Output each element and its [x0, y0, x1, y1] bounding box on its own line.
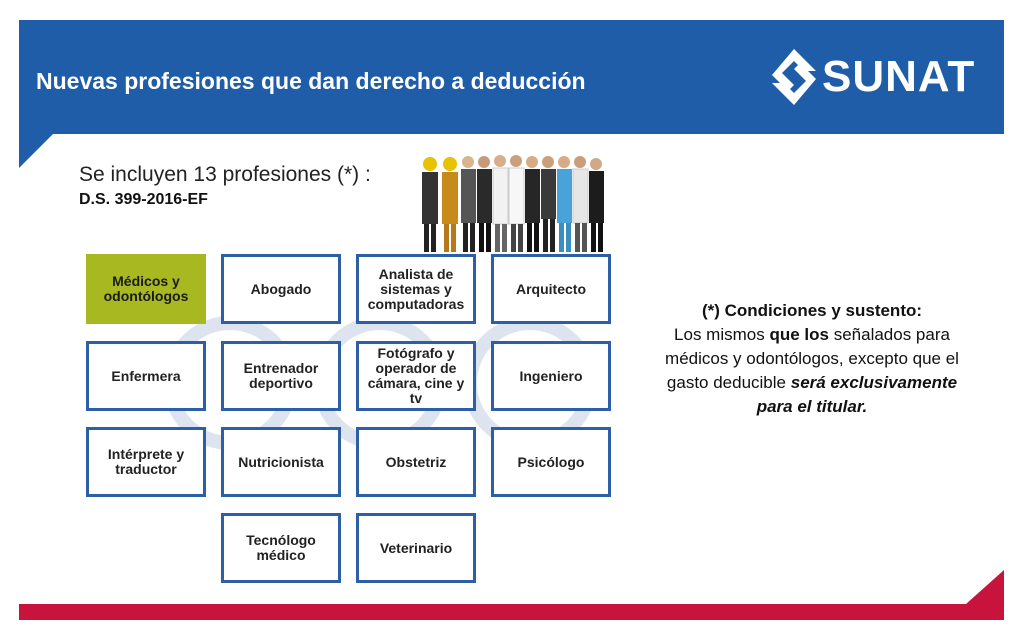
profession-medicos: Médicos y odontólogos [86, 254, 206, 324]
conditions-heading: (*) Condiciones y sustento: [701, 301, 923, 320]
conditions-body [664, 323, 960, 419]
intro-text: Se incluyen 13 profesiones (*) : [79, 163, 371, 186]
slide-title: Nuevas profesiones que dan derecho a deducción [36, 68, 586, 94]
profession-analista: Analista de sistemas y computadoras [356, 254, 476, 324]
profession-abogado: Abogado [221, 254, 341, 324]
sunat-logo-icon [766, 47, 822, 107]
footer-bar [19, 604, 1004, 620]
footer-accent [966, 570, 1004, 604]
logo-text: SUNAT [822, 52, 976, 101]
sunat-logo [766, 47, 982, 107]
conditions-text-2: señalados para médicos y odontólogos, excepto que el gasto deducible [665, 325, 959, 392]
profession-interprete: Intérprete y traductor [86, 427, 206, 497]
profession-nutricionista: Nutricionista [221, 427, 341, 497]
header-notch [19, 134, 53, 168]
conditions-note [664, 299, 960, 419]
profession-fotografo: Fotógrafo y operador de cámara, cine y tv [356, 341, 476, 411]
professionals-group-image [416, 150, 608, 254]
conditions-text-emphasis: será exclusivamente para el titular. [756, 373, 958, 416]
profession-arquitecto: Arquitecto [491, 254, 611, 324]
profession-ingeniero: Ingeniero [491, 341, 611, 411]
conditions-text-bold: que los [769, 325, 829, 344]
profession-veterinario: Veterinario [356, 513, 476, 583]
profession-psicologo: Psicólogo [491, 427, 611, 497]
profession-tecnologo: Tecnólogo médico [221, 513, 341, 583]
conditions-text-1: Los mismos [674, 325, 770, 344]
profession-enfermera: Enfermera [86, 341, 206, 411]
profession-obstetriz: Obstetriz [356, 427, 476, 497]
profession-entrenador: Entrenador deportivo [221, 341, 341, 411]
decree-number: D.S. 399-2016-EF [79, 191, 208, 208]
